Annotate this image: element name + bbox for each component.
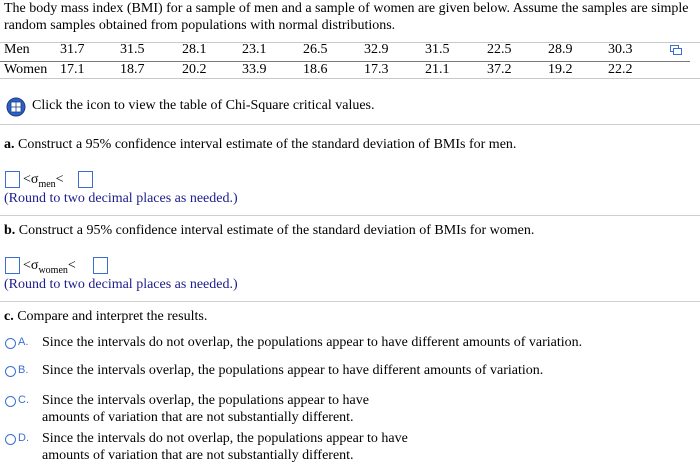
part-b-text: Construct a 95% confidence interval estimate of the standard deviation of BMIs for women. [18, 223, 535, 238]
option-c-text-line1[interactable]: Since the intervals overlap, the populations appear to have [42, 393, 369, 408]
less-than-symbol: < [55, 172, 64, 187]
men-upper-bound-input[interactable] [78, 171, 93, 188]
option-b-letter: B. [18, 364, 29, 376]
women-sigma-inequality [23, 258, 76, 276]
sigma-subscript: men [38, 178, 56, 190]
women-lower-bound-input[interactable] [5, 257, 20, 274]
option-d-text-line1[interactable]: Since the intervals do not overlap, the populations appear to have [42, 431, 408, 446]
part-b-question [4, 223, 534, 239]
men-sigma-inequality [23, 172, 64, 190]
problem-statement: The body mass index (BMI) for a sample of men and a sample of women are given below. Assume the samples are simple random samples obtained from populations with normal distributions. [4, 1, 689, 33]
option-c-radio[interactable] [5, 396, 16, 407]
option-d-text-line2[interactable]: amounts of variation that are not substantially different. [42, 448, 354, 463]
option-a-text[interactable]: Since the intervals do not overlap, the populations appear to have different amounts of variation. [42, 335, 583, 350]
option-c-letter: C. [18, 394, 29, 406]
sigma-symbol: <σ [23, 258, 39, 273]
table-cell: 19.2 [548, 62, 573, 77]
table-cell: 18.7 [120, 62, 145, 77]
option-d-radio[interactable] [5, 434, 16, 445]
table-bottom-border [0, 78, 700, 79]
part-a-label: a. [4, 137, 15, 152]
chi-square-table-icon[interactable] [6, 97, 26, 117]
option-a-letter: A. [18, 336, 29, 348]
table-cell: 33.9 [242, 62, 267, 77]
part-c-label: c. [4, 309, 14, 324]
table-cell: 31.7 [60, 42, 85, 57]
divider [0, 301, 700, 302]
option-d-letter: D. [18, 432, 29, 444]
women-upper-bound-input[interactable] [93, 257, 108, 274]
table-cell: 30.3 [608, 42, 633, 57]
divider [0, 124, 700, 125]
table-row-divider [0, 61, 690, 62]
option-c-text-line2[interactable]: amounts of variation that are not substantially different. [42, 410, 354, 425]
rounding-hint: (Round to two decimal places as needed.) [4, 191, 238, 206]
table-cell: 18.6 [303, 62, 328, 77]
table-cell: 28.1 [182, 42, 207, 57]
part-a-question [4, 137, 516, 153]
table-cell: 32.9 [364, 42, 389, 57]
table-cell: 21.1 [425, 62, 450, 77]
option-b-text[interactable]: Since the intervals overlap, the populations appear to have different amounts of variation. [42, 363, 544, 378]
part-c-question [4, 309, 207, 325]
sigma-subscript: women [38, 264, 68, 276]
part-b-label: b. [4, 223, 16, 238]
table-cell: 26.5 [303, 42, 328, 57]
table-cell: 31.5 [425, 42, 450, 57]
table-cell: 22.5 [487, 42, 512, 57]
table-cell: 20.2 [182, 62, 207, 77]
copy-data-icon[interactable] [670, 45, 682, 55]
part-c-text: Compare and interpret the results. [17, 309, 208, 324]
table-cell: 17.3 [364, 62, 389, 77]
table-top-border [0, 42, 700, 43]
option-a-radio[interactable] [5, 338, 16, 349]
table-cell: 31.5 [120, 42, 145, 57]
chi-square-table-link[interactable]: Click the icon to view the table of Chi-Square critical values. [32, 98, 375, 113]
table-cell: 37.2 [487, 62, 512, 77]
table-cell: 17.1 [60, 62, 85, 77]
table-cell: 28.9 [548, 42, 573, 57]
less-than-symbol: < [67, 258, 76, 273]
table-cell: 22.2 [608, 62, 633, 77]
men-lower-bound-input[interactable] [5, 171, 20, 188]
divider [0, 215, 700, 216]
sigma-symbol: <σ [23, 172, 39, 187]
part-a-text: Construct a 95% confidence interval estimate of the standard deviation of BMIs for men. [18, 137, 517, 152]
option-b-radio[interactable] [5, 366, 16, 377]
rounding-hint: (Round to two decimal places as needed.) [4, 277, 238, 292]
row-label: Men [4, 42, 30, 57]
row-label: Women [4, 62, 48, 77]
table-cell: 23.1 [242, 42, 267, 57]
